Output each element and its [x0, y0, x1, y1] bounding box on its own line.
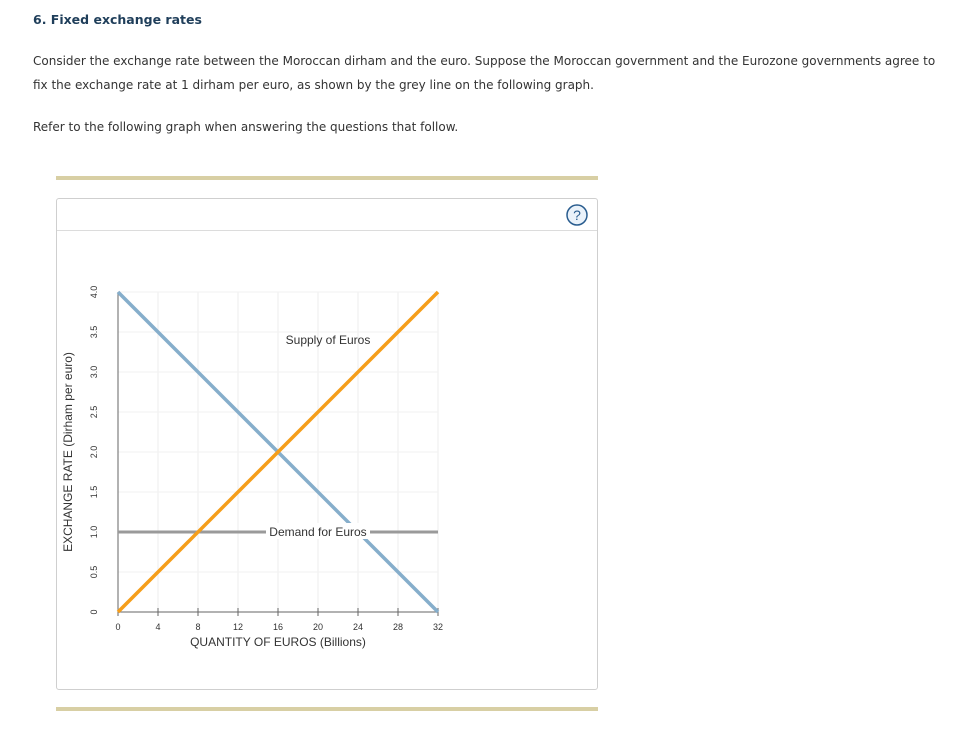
- x-tick-label: 16: [272, 622, 284, 632]
- help-symbol: ?: [573, 207, 581, 223]
- y-tick-label: 4.0: [89, 285, 99, 299]
- instruction-paragraph: Refer to the following graph when answering the questions that follow.: [33, 120, 459, 134]
- y-axis-label: EXCHANGE RATE (Dirham per euro): [61, 352, 75, 552]
- y-tick-label: 0: [89, 609, 99, 615]
- x-axis-label: QUANTITY OF EUROS (Billions): [190, 635, 366, 649]
- supply-curve-label: Supply of Euros: [285, 333, 371, 347]
- x-tick-label: 0: [115, 622, 121, 632]
- y-tick-label: 1.5: [89, 485, 99, 499]
- x-tick-label: 12: [232, 622, 244, 632]
- intro-line-1: Consider the exchange rate between the Moroccan dirham and the euro. Suppose the Moroccan government and the Eurozone governments agree to: [33, 54, 936, 68]
- demand-curve-label: Demand for Euros: [269, 525, 367, 539]
- y-tick-label: 2.0: [89, 445, 99, 459]
- x-tick-label: 20: [312, 622, 324, 632]
- x-tick-label: 32: [432, 622, 444, 632]
- x-tick-label: 24: [352, 622, 364, 632]
- y-tick-label: 0.5: [89, 565, 99, 579]
- exchange-rate-chart: [57, 199, 597, 689]
- intro-line-2: fix the exchange rate at 1 dirham per euro, as shown by the grey line on the following graph.: [33, 78, 594, 92]
- y-tick-label: 1.0: [89, 525, 99, 539]
- top-divider: [56, 176, 598, 180]
- y-tick-label: 3.0: [89, 365, 99, 379]
- question-title: 6. Fixed exchange rates: [33, 12, 202, 27]
- x-tick-label: 8: [195, 622, 201, 632]
- x-tick-label: 28: [392, 622, 404, 632]
- intro-paragraph: [33, 49, 948, 97]
- y-tick-label: 3.5: [89, 325, 99, 339]
- graph-panel: [56, 198, 598, 690]
- y-tick-label: 2.5: [89, 405, 99, 419]
- x-tick-label: 4: [155, 622, 161, 632]
- bottom-divider: [56, 707, 598, 711]
